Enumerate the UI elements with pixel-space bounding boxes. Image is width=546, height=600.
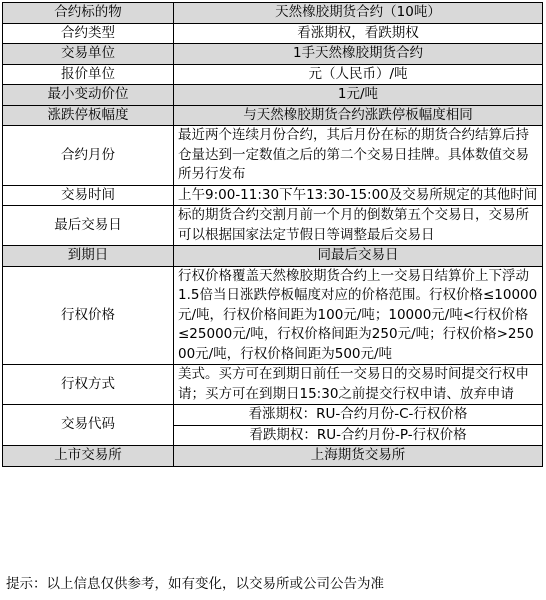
table-row [3,405,543,426]
option-spec-table [2,2,543,467]
row-label: 到期日 [3,246,174,267]
row-value: 天然橡胶期货合约（10吨） [174,3,543,24]
row-value: 元（人民币）/吨 [174,64,543,85]
spec-table-body [3,3,543,467]
table-row [3,105,543,126]
table-row [3,266,543,365]
exchange-row-label: 上市交易所 [3,446,174,467]
row-value: 行权价格覆盖天然橡胶期货合约上一交易日结算价上下浮动1.5倍当日涨跌停板幅度对应的价格范围。行权价格≤10000元/吨，行权价格间距为100元/吨；10000元/吨<行权价格≤25000元/吨，行权价格间距为250元/吨；行权价格>25000元/吨，行权价格间距为500元/吨 [174,266,543,365]
row-value: 看涨期权，看跌期权 [174,23,543,44]
table-row [3,126,543,186]
exchange-row-value: 上海期货交易所 [174,446,543,467]
call-code-value: 看涨期权：RU-合约月份-C-行权价格 [174,405,543,426]
row-label: 最小变动价位 [3,85,174,106]
put-code-value: 看跌期权：RU-合约月份-P-行权价格 [174,425,543,446]
row-value: 上午9:00-11:30下午13:30-15:00及交易所规定的其他时间 [174,185,543,206]
table-row [3,23,543,44]
table-row [3,446,543,467]
table-row [3,85,543,106]
row-label: 合约标的物 [3,3,174,24]
row-label: 合约类型 [3,23,174,44]
table-row [3,206,543,246]
table-row [3,246,543,267]
row-value: 同最后交易日 [174,246,543,267]
row-label: 涨跌停板幅度 [3,105,174,126]
table-row [3,44,543,65]
table-row [3,185,543,206]
table-row [3,3,543,24]
row-value: 与天然橡胶期货合约涨跌停板幅度相同 [174,105,543,126]
disclaimer-note: 提示：以上信息仅供参考，如有变化，以交易所或公司公告为准 [6,576,384,592]
row-value: 1手天然橡胶期货合约 [174,44,543,65]
row-label: 最后交易日 [3,206,174,246]
table-row [3,365,543,405]
row-label: 报价单位 [3,64,174,85]
row-value: 标的期货合约交割月前一个月的倒数第五个交易日，交易所可以根据国家法定节假日等调整最后交易日 [174,206,543,246]
row-label: 合约月份 [3,126,174,186]
code-row-label: 交易代码 [3,405,174,446]
row-label: 行权价格 [3,266,174,365]
row-value: 美式。买方可在到期日前任一交易日的交易时间提交行权申请；买方可在到期日15:30之前提交行权申请、放弃申请 [174,365,543,405]
row-value: 1元/吨 [174,85,543,106]
row-value: 最近两个连续月份合约，其后月份在标的期货合约结算后持仓量达到一定数值之后的第二个交易日挂牌。具体数值交易所另行发布 [174,126,543,186]
row-label: 交易时间 [3,185,174,206]
row-label: 行权方式 [3,365,174,405]
row-label: 交易单位 [3,44,174,65]
table-row [3,64,543,85]
